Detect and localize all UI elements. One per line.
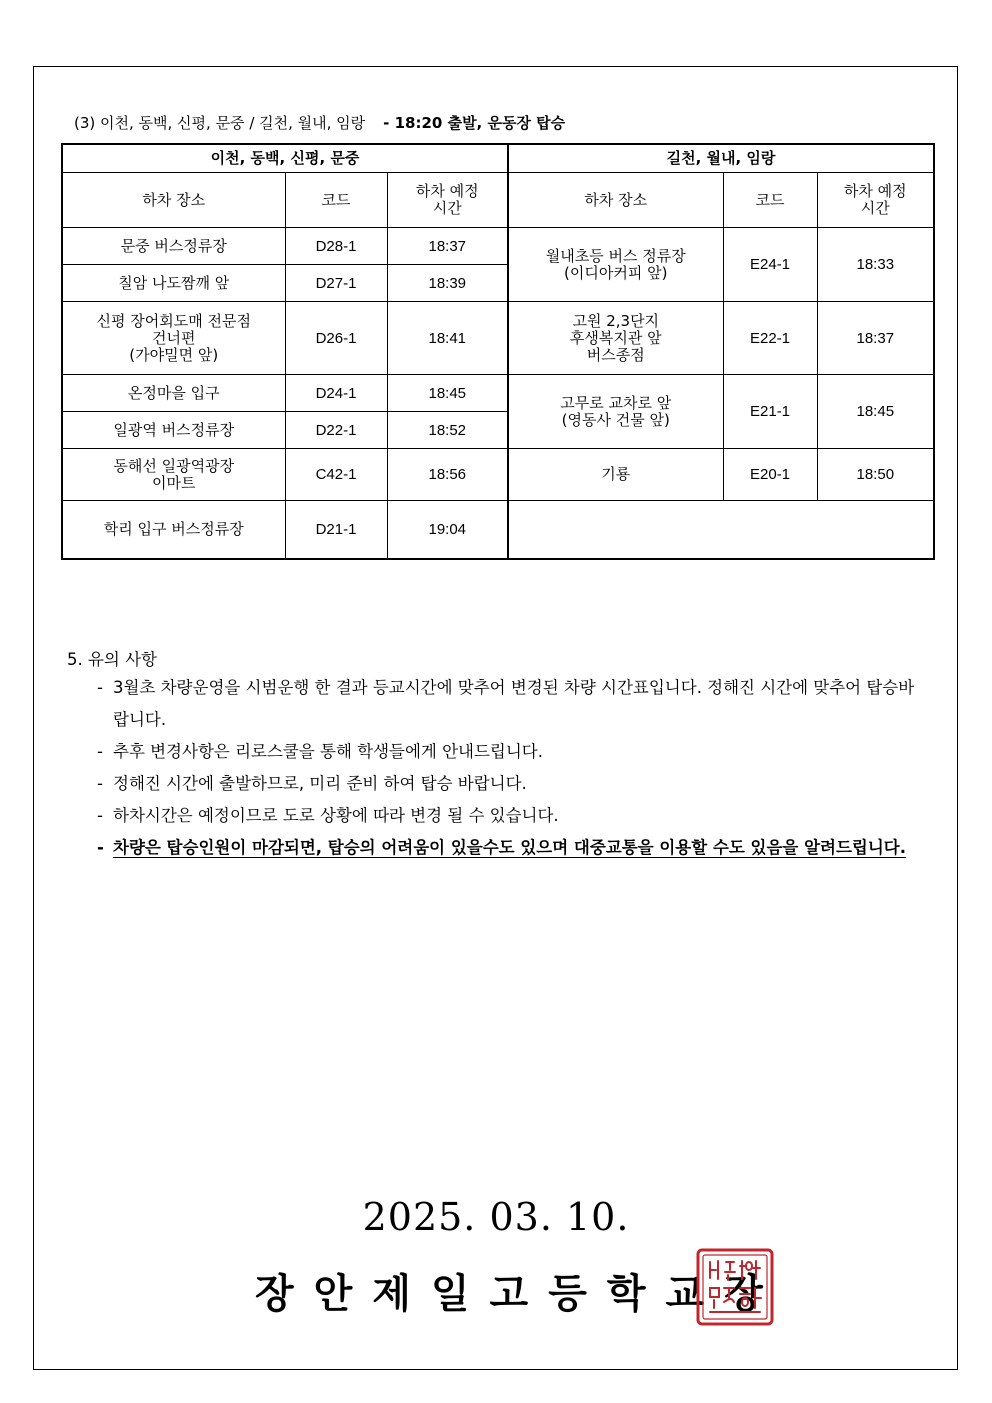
school-signature: 장안제일고등학교장	[255, 1270, 783, 1317]
stop-place: 온정마을 입구	[62, 375, 285, 412]
stop-time: 18:56	[387, 449, 508, 501]
stop-place: 칠암 나도짬깨 앞	[62, 265, 285, 302]
right-group-header: 길천, 월내, 임랑	[508, 144, 934, 173]
stop-time: 18:33	[817, 228, 934, 302]
stop-code: C42-1	[285, 449, 387, 501]
stop-code: D21-1	[285, 501, 387, 559]
dash: -	[97, 806, 103, 825]
dash: -	[97, 742, 103, 761]
stop-place: 학리 입구 버스정류장	[62, 501, 285, 559]
table-row	[62, 302, 934, 375]
notes-section	[67, 648, 927, 864]
departure-info: - 18:20 출발, 운동장 탑승	[383, 114, 566, 132]
stop-time: 18:39	[387, 265, 508, 302]
dash: -	[97, 838, 104, 857]
note-text: 3월초 차량운영을 시범운행 한 결과 등교시간에 맞추어 변경된 차량 시간표입니다. 정해진 시간에 맞추어 탑승바랍니다.	[113, 678, 915, 729]
stop-time: 18:45	[387, 375, 508, 412]
note-item-emphasis	[67, 832, 927, 864]
table-row	[62, 228, 934, 265]
stop-time: 18:50	[817, 449, 934, 501]
note-item	[67, 672, 927, 736]
note-text: 정해진 시간에 출발하므로, 미리 준비 하여 탑승 바랍니다.	[113, 774, 527, 793]
place-header: 하차 장소	[508, 173, 723, 228]
stop-code: D26-1	[285, 302, 387, 375]
note-text: 추후 변경사항은 리로스쿨을 통해 학생들에게 안내드립니다.	[113, 742, 543, 761]
note-item	[67, 800, 927, 832]
table-row	[62, 449, 934, 501]
stop-place: 고무로 교차로 앞 (영동사 건물 앞)	[508, 375, 723, 449]
seal-stamp-icon	[696, 1248, 774, 1326]
stop-place: 동해선 일광역광장 이마트	[62, 449, 285, 501]
dash: -	[97, 678, 103, 697]
note-item	[67, 768, 927, 800]
stop-code: E22-1	[723, 302, 817, 375]
place-header: 하차 장소	[62, 173, 285, 228]
code-header: 코드	[285, 173, 387, 228]
stop-place: 고원 2,3단지 후생복지관 앞 버스종점	[508, 302, 723, 375]
table-row	[62, 375, 934, 412]
stop-time: 18:52	[387, 412, 508, 449]
stop-time: 18:45	[817, 375, 934, 449]
time-header: 하차 예정 시간	[387, 173, 508, 228]
stop-place: 월내초등 버스 정류장 (이디아커피 앞)	[508, 228, 723, 302]
issue-date: 2025. 03. 10.	[362, 1195, 630, 1239]
stop-code: D27-1	[285, 265, 387, 302]
stop-time: 18:37	[387, 228, 508, 265]
stop-time: 18:41	[387, 302, 508, 375]
note-text: 차량은 탑승인원이 마감되면, 탑승의 어려움이 있을수도 있으며 대중교통을 이용할 수도 있음을 알려드립니다.	[113, 838, 906, 857]
stop-code: D28-1	[285, 228, 387, 265]
stop-code: E24-1	[723, 228, 817, 302]
stop-place: 문중 버스정류장	[62, 228, 285, 265]
table-row	[62, 501, 934, 559]
note-item	[67, 736, 927, 768]
notes-title: 5. 유의 사항	[67, 650, 157, 669]
stop-code: E21-1	[723, 375, 817, 449]
empty-cell	[508, 501, 934, 559]
stop-place: 기룡	[508, 449, 723, 501]
stop-time: 19:04	[387, 501, 508, 559]
dash: -	[97, 774, 103, 793]
schedule-table	[61, 143, 935, 560]
stop-time: 18:37	[817, 302, 934, 375]
stop-place: 일광역 버스정류장	[62, 412, 285, 449]
section-heading	[74, 112, 565, 133]
stop-code: E20-1	[723, 449, 817, 501]
code-header: 코드	[723, 173, 817, 228]
left-group-header: 이천, 동백, 신평, 문중	[62, 144, 508, 173]
time-header: 하차 예정 시간	[817, 173, 934, 228]
note-text: 하차시간은 예정이므로 도로 상황에 따라 변경 될 수 있습니다.	[113, 806, 559, 825]
stop-code: D24-1	[285, 375, 387, 412]
route-title: (3) 이천, 동백, 신평, 문중 / 길천, 월내, 임랑	[74, 114, 366, 132]
stop-code: D22-1	[285, 412, 387, 449]
stop-place: 신평 장어회도매 전문점 건너편 (가야밀면 앞)	[62, 302, 285, 375]
